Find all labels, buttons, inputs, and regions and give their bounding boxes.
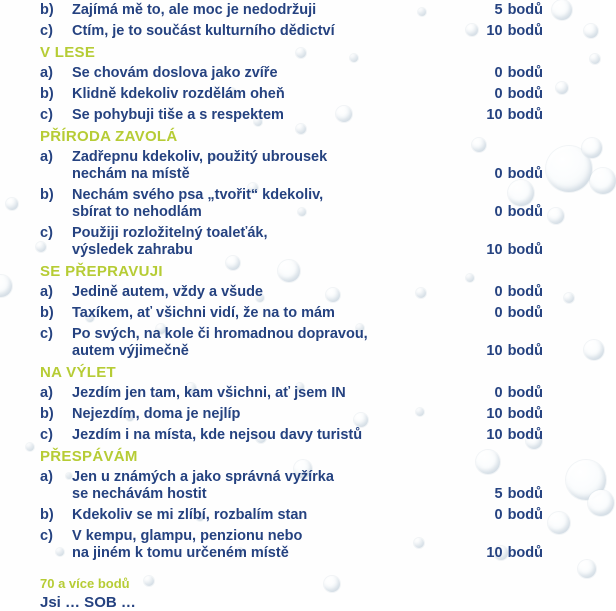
option-points <box>483 385 543 402</box>
points-unit: bodů <box>507 427 543 443</box>
option-text-line: Jezdím jen tam, kam všichni, ať jsem IN <box>72 385 346 401</box>
option-text <box>72 107 483 124</box>
quiz-option-row <box>40 528 543 562</box>
option-text <box>72 23 483 40</box>
option-text-line: Nechám svého psa „tvořit“ kdekoliv, <box>72 187 324 203</box>
option-points <box>483 507 543 524</box>
option-points <box>483 427 543 444</box>
option-text-line: Po svých, na kole či hromadnou dopravou, <box>72 326 368 342</box>
option-text-line: se nechávám hostit <box>72 486 207 502</box>
points-value: 10 <box>486 107 503 123</box>
points-value: 10 <box>486 343 503 359</box>
option-text <box>72 284 483 301</box>
section-title: PŘESPÁVÁM <box>40 448 138 465</box>
points-value: 0 <box>494 166 503 182</box>
option-text <box>72 507 483 524</box>
option-text-line: autem výjimečně <box>72 343 189 359</box>
option-text-line: výsledek zahrabu <box>72 242 193 258</box>
points-unit: bodů <box>507 284 543 300</box>
option-text <box>72 86 483 103</box>
option-letter: c) <box>40 23 53 39</box>
quiz-option-row <box>40 149 543 183</box>
quiz-option-row <box>40 507 543 524</box>
points-value: 0 <box>494 204 503 220</box>
points-unit: bodů <box>507 107 543 123</box>
score-result-clipped: Jsi … SOB … <box>40 594 136 611</box>
points-unit: bodů <box>507 2 543 18</box>
option-text <box>72 406 483 423</box>
points-unit: bodů <box>507 406 543 422</box>
option-points <box>483 2 543 19</box>
option-text-line: Jezdím i na místa, kde nejsou davy turistů <box>72 427 363 443</box>
points-value: 10 <box>486 406 503 422</box>
option-points <box>483 242 543 259</box>
points-value: 10 <box>486 427 503 443</box>
option-points <box>483 166 543 183</box>
option-text <box>72 65 483 82</box>
option-letter: a) <box>40 385 53 401</box>
quiz-option-row <box>40 65 543 82</box>
option-text <box>72 469 483 503</box>
option-letter: c) <box>40 326 53 342</box>
points-value: 0 <box>494 305 503 321</box>
option-letter: c) <box>40 107 53 123</box>
points-value: 0 <box>494 284 503 300</box>
option-text-line: Jen u známých a jako správná vyžírka <box>72 469 334 485</box>
option-letter: a) <box>40 469 53 485</box>
points-value: 10 <box>486 545 503 561</box>
points-value: 5 <box>494 486 503 502</box>
points-unit: bodů <box>507 305 543 321</box>
option-text-line: Taxíkem, ať všichni vidí, že na to mám <box>72 305 335 321</box>
option-text-line: na jiném k tomu určeném místě <box>72 545 289 561</box>
option-points <box>483 284 543 301</box>
option-letter: a) <box>40 65 53 81</box>
quiz-option-row <box>40 23 543 40</box>
quiz-option-row <box>40 107 543 124</box>
section-title: PŘÍRODA ZAVOLÁ <box>40 128 178 145</box>
option-text-line: Se chovám doslova jako zvíře <box>72 65 278 81</box>
option-text <box>72 2 483 19</box>
option-points <box>483 204 543 221</box>
points-unit: bodů <box>507 545 543 561</box>
option-letter: b) <box>40 406 54 422</box>
option-text-line: Zadřepnu kdekoliv, použitý ubrousek <box>72 149 328 165</box>
points-unit: bodů <box>507 86 543 102</box>
quiz-option-row <box>40 86 543 103</box>
option-letter: c) <box>40 225 53 241</box>
option-text-line: Zajímá mě to, ale moc je nedodržuji <box>72 2 317 18</box>
option-letter: a) <box>40 149 53 165</box>
points-value: 0 <box>494 65 503 81</box>
points-value: 0 <box>494 385 503 401</box>
section-title: NA VÝLET <box>40 364 117 381</box>
quiz-option-row <box>40 2 543 19</box>
option-points <box>483 107 543 124</box>
option-letter: b) <box>40 305 54 321</box>
quiz-option-row <box>40 305 543 322</box>
quiz-option-row <box>40 406 543 423</box>
option-text-line: nechám na místě <box>72 166 190 182</box>
points-unit: bodů <box>507 343 543 359</box>
option-points <box>483 305 543 322</box>
section-title: SE PŘEPRAVUJI <box>40 263 163 280</box>
score-threshold: 70 a více bodů <box>40 576 130 591</box>
points-value: 0 <box>494 86 503 102</box>
points-unit: bodů <box>507 204 543 220</box>
quiz-option-row <box>40 284 543 301</box>
option-points <box>483 86 543 103</box>
points-unit: bodů <box>507 385 543 401</box>
option-points <box>483 343 543 360</box>
quiz-option-row <box>40 469 543 503</box>
option-letter: a) <box>40 284 53 300</box>
section-title: V LESE <box>40 44 96 61</box>
points-unit: bodů <box>507 486 543 502</box>
option-points <box>483 545 543 562</box>
option-letter: c) <box>40 528 53 544</box>
quiz-option-row <box>40 427 543 444</box>
points-unit: bodů <box>507 23 543 39</box>
quiz-option-row <box>40 326 543 360</box>
quiz-sections <box>40 2 543 562</box>
option-letter: c) <box>40 427 53 443</box>
option-text-line: Jedině autem, vždy a všude <box>72 284 263 300</box>
option-points <box>483 406 543 423</box>
points-value: 5 <box>494 2 503 18</box>
option-text-line: sbírat to nehodlám <box>72 204 202 220</box>
option-points <box>483 23 543 40</box>
option-text <box>72 305 483 322</box>
option-text <box>72 528 483 562</box>
option-text-line: V kempu, glampu, penzionu nebo <box>72 528 303 544</box>
option-letter: b) <box>40 2 54 18</box>
option-text <box>72 427 483 444</box>
option-text-line: Kdekoliv se mi zlíbí, rozbalím stan <box>72 507 308 523</box>
option-points <box>483 486 543 503</box>
points-unit: bodů <box>507 65 543 81</box>
option-points <box>483 65 543 82</box>
option-letter: b) <box>40 86 54 102</box>
option-text <box>72 326 483 360</box>
option-text-line: Ctím, je to součást kulturního dědictví <box>72 23 335 39</box>
points-unit: bodů <box>507 166 543 182</box>
option-text <box>72 385 483 402</box>
option-text <box>72 225 483 259</box>
option-text-line: Použiji rozložitelný toaleťák, <box>72 225 268 241</box>
option-text-line: Nejezdím, doma je nejlíp <box>72 406 241 422</box>
points-value: 10 <box>486 242 503 258</box>
points-unit: bodů <box>507 507 543 523</box>
quiz-option-row <box>40 225 543 259</box>
option-letter: b) <box>40 187 54 203</box>
option-text <box>72 187 483 221</box>
points-unit: bodů <box>507 242 543 258</box>
option-text <box>72 149 483 183</box>
quiz-option-row <box>40 187 543 221</box>
option-text-line: Se pohybuji tiše a s respektem <box>72 107 284 123</box>
option-text-line: Klidně kdekoliv rozdělám oheň <box>72 86 285 102</box>
points-value: 0 <box>494 507 503 523</box>
points-value: 10 <box>486 23 503 39</box>
score-results <box>40 576 543 611</box>
option-letter: b) <box>40 507 54 523</box>
quiz-option-row <box>40 385 543 402</box>
